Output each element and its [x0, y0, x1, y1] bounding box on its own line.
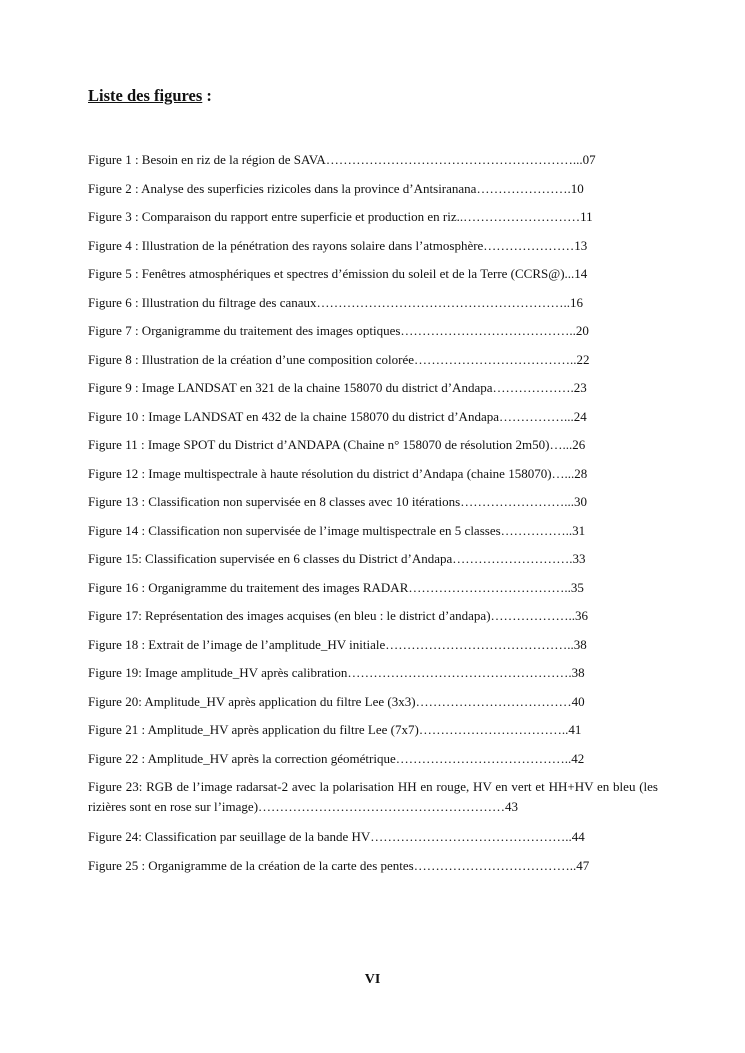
- figure-entry[interactable]: Figure 2 : Analyse des superficies rizicoles dans la province d’Antsiranana………………….10: [88, 180, 584, 196]
- page-title-main: Liste des figures: [88, 86, 203, 105]
- figure-entry[interactable]: Figure 25 : Organigramme de la création de la carte des pentes………………………………..47: [88, 857, 590, 873]
- figure-entry[interactable]: Figure 11 : Image SPOT du District d’ANDAPA (Chaine n° 158070 de résolution 2m50)…...26: [88, 437, 586, 452]
- figure-entry[interactable]: Figure 9 : Image LANDSAT en 321 de la chaine 158070 du district d’Andapa……………….23: [88, 380, 587, 395]
- figure-entry[interactable]: Figure 10 : Image LANDSAT en 432 de la chaine 158070 du district d’Andapa……………...24: [88, 408, 587, 424]
- figure-entry[interactable]: Figure 12 : Image multispectrale à haute résolution du district d’Andapa (chaine 158070)…...28: [88, 465, 588, 481]
- page-number: VI: [364, 972, 381, 987]
- figure-entry[interactable]: Figure 1 : Besoin en riz de la région de SAVA…………………………………………………...07: [88, 152, 596, 167]
- figure-entry[interactable]: Figure 14 : Classification non supervisée de l’image multispectrale en 5 classes……………..31: [88, 522, 586, 538]
- figure-entry[interactable]: Figure 3 : Comparaison du rapport entre superficie et production en riz..………………………11: [88, 209, 593, 224]
- figure-list: [88, 150, 658, 884]
- figure-entry[interactable]: Figure 17: Représentation des images acquises (en bleu : le district d’andapa)………………..36: [88, 608, 589, 623]
- figure-entry[interactable]: Figure 20: Amplitude_HV après application du filtre Lee (3x3)………………………………40: [88, 693, 585, 709]
- page-title-suffix: :: [202, 86, 212, 105]
- figure-entry[interactable]: Figure 7 : Organigramme du traitement des images optiques…………………………………..20: [88, 323, 589, 338]
- figure-entry[interactable]: Figure 5 : Fenêtres atmosphériques et spectres d’émission du soleil et de la Terre (CCRS@)...14: [88, 266, 588, 281]
- figure-entry[interactable]: Figure 23: RGB de l’image radarsat-2 avec la polarisation HH en rouge, HV en vert et HH+HV en bleu (les rizières sont en rose sur l’image)…………………………………………………43: [88, 779, 658, 814]
- figure-entry[interactable]: Figure 16 : Organigramme du traitement des images RADAR………………………………..35: [88, 579, 584, 595]
- figure-entry[interactable]: Figure 22 : Amplitude_HV après la correction géométrique…………………………………..42: [88, 750, 585, 766]
- figure-entry[interactable]: Figure 8 : Illustration de la création d’une composition colorée………………………………..22: [88, 351, 590, 367]
- figure-entry[interactable]: Figure 13 : Classification non supervisée en 8 classes avec 10 itérations……………………...30: [88, 494, 587, 509]
- figure-entry[interactable]: Figure 4 : Illustration de la pénétration des rayons solaire dans l’atmosphère…………………13: [88, 237, 588, 253]
- figure-entry[interactable]: Figure 24: Classification par seuillage de la bande HV………………………………………..44: [88, 829, 585, 844]
- figure-entry[interactable]: Figure 6 : Illustration du filtrage des canaux…………………………………………………..16: [88, 294, 584, 310]
- figure-entry[interactable]: Figure 15: Classification supervisée en 6 classes du District d’Andapa……………………….33: [88, 551, 586, 566]
- figure-entry[interactable]: Figure 19: Image amplitude_HV après calibration…………………………………………….38: [88, 665, 585, 680]
- figure-entry[interactable]: Figure 21 : Amplitude_HV après application du filtre Lee (7x7)……………………………..41: [88, 722, 582, 737]
- page-title: [88, 86, 212, 106]
- figure-entry[interactable]: Figure 18 : Extrait de l’image de l’amplitude_HV initiale……………………………………..38: [88, 636, 587, 652]
